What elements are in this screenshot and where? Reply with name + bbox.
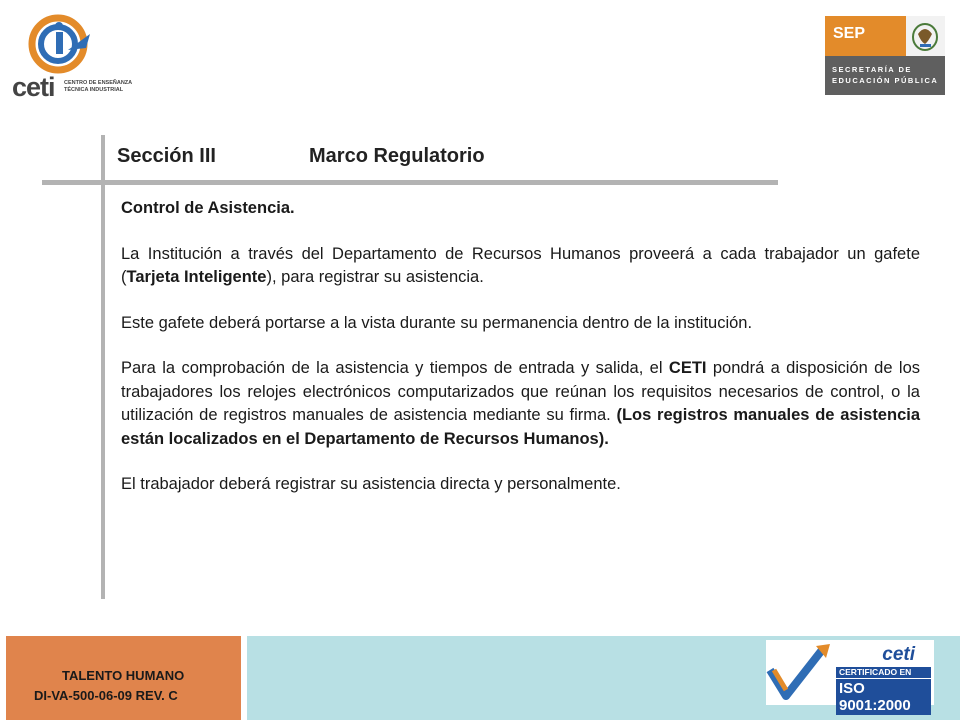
cert-label: CERTIFICADO EN: [836, 667, 931, 678]
ceti-logo: [8, 14, 136, 100]
vertical-rule: [101, 135, 105, 599]
ceti-subtitle: CENTRO DE ENSEÑANZA TÉCNICA INDUSTRIAL: [64, 80, 133, 93]
paragraph-1: La Institución a través del Departamento de Recursos Humanos proveerá a cada trabajador un gafete (Tarjeta Inteligente), para registrar su asistencia.: [121, 244, 920, 286]
ceti-emblem-icon: [28, 14, 98, 74]
footer-department: TALENTO HUMANO: [62, 668, 185, 683]
sep-subtitle: SECRETARÍA DE EDUCACIÓN PÚBLICA: [832, 65, 939, 85]
cert-standard: ISO 9001:2000: [836, 679, 931, 715]
content-heading: Control de Asistencia.: [121, 199, 295, 217]
section-label: Sección III: [117, 145, 216, 167]
paragraph-4: El trabajador deberá registrar su asistencia directa y personalmente.: [121, 475, 621, 493]
paragraph-3: Para la comprobación de la asistencia y tiempos de entrada y salida, el CETI pondrá a disposición de los trabajadores los relojes electrónicos computarizados que reúnan los requisitos necesarios de control, o la utilización de registros manuales de asistencia mediante su firma. (Los registros manuales de asistencia están localizados en el Departamento de Recursos Humanos).: [121, 359, 921, 448]
cert-brand: ceti: [882, 644, 915, 665]
section-title: Marco Regulatorio: [309, 145, 485, 167]
iso-certification-badge: [766, 640, 934, 714]
body-content: [121, 197, 920, 519]
horizontal-rule: [42, 180, 778, 185]
ceti-wordmark: ceti: [12, 72, 55, 102]
sep-logo: [825, 16, 945, 95]
mexico-eagle-icon: [906, 16, 945, 56]
footer-document-code: DI-VA-500-06-09 REV. C: [34, 688, 178, 703]
paragraph-2: Este gafete deberá portarse a la vista durante su permanencia dentro de la institución.: [121, 313, 753, 332]
checkmark-arrow-icon: [766, 640, 836, 705]
sep-wordmark: SEP: [833, 25, 866, 42]
